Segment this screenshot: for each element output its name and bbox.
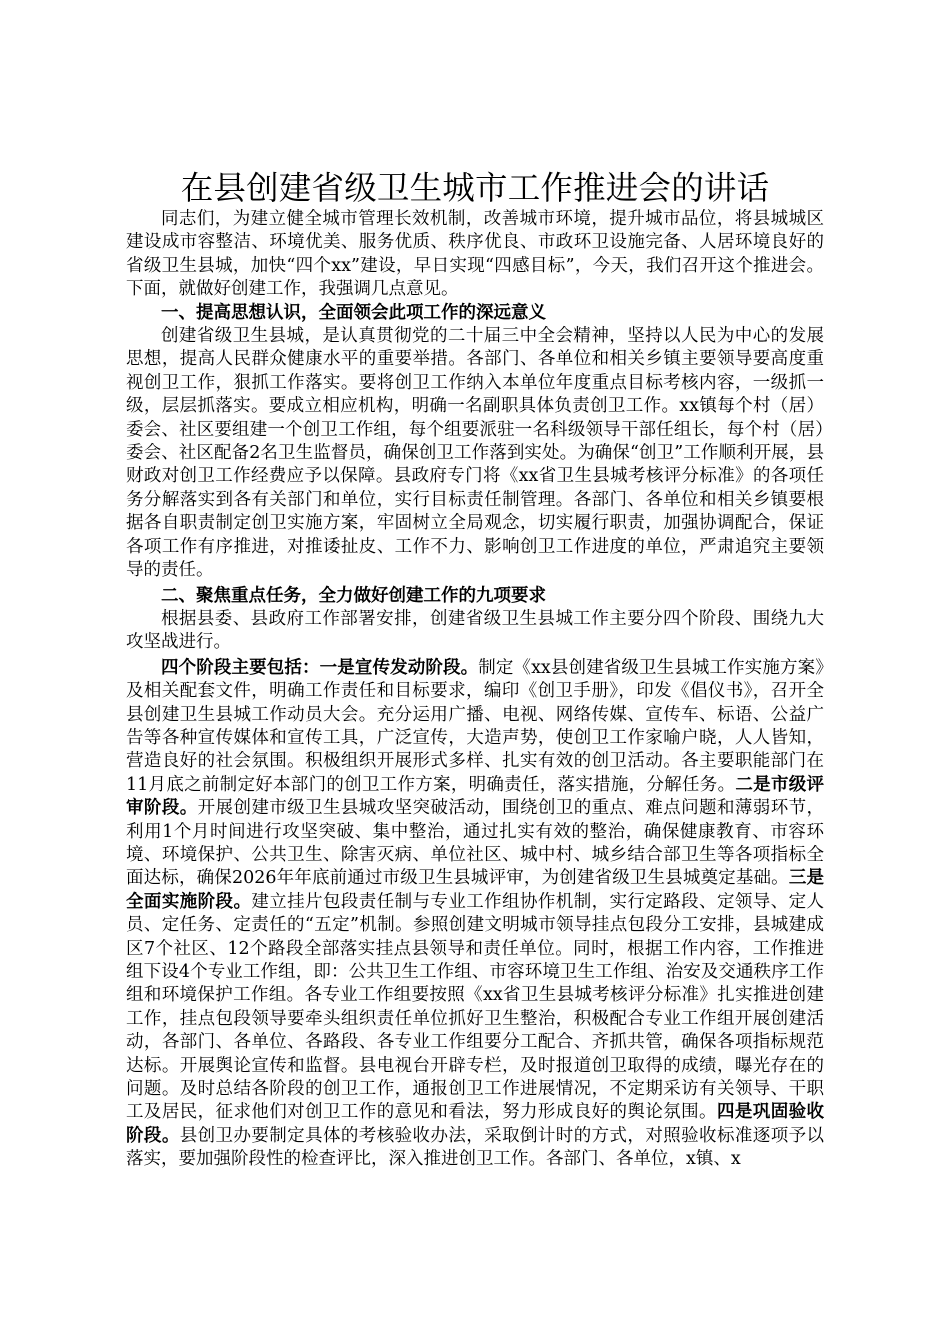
stage3-label: 三是全面实施阶段。 (126, 868, 824, 912)
section2-heading: 二、聚焦重点任务，全力做好创建工作的九项要求 (161, 585, 546, 606)
stages-lead: 四个阶段主要包括：一是宣传发动阶段。 (161, 657, 479, 678)
intro-paragraph: 同志们，为建立健全城市管理长效机制，改善城市环境，提升城市品位，将县城城区建设成市容整洁、环境优美、服务优质、秩序优良、市政环卫设施完备、人居环境良好的省级卫生县城，加快“四个xx”建设，早日实现“四感目标”，今天，我们召开这个推进会。下面，就做好创建工作，我强调几点意见。 (126, 209, 824, 300)
stages-paragraph (126, 657, 824, 1172)
stage2-text: 开展创建市级卫生县城攻坚突破活动，围绕创卫的重点、难点问题和薄弱环节，利用1个月时间进行攻坚突破、集中整治，通过扎实有效的整治，确保健康教育、市容环境、环境保护、公共卫生、除害灭病、单位社区、城中村、城乡结合部卫生等各项指标全面达标，确保2026年年底前通过市级卫生县城评审，为创建省级卫生县城奠定基础。 (126, 798, 825, 889)
stage2-label: 二是市级评审阶段。 (126, 774, 825, 819)
section2-body: 根据县委、县政府工作部署安排，创建省级卫生县城工作主要分四个阶段、围绕九大攻坚战进行。 (126, 608, 824, 653)
stage3-text: 建立挂片包段责任制与专业工作组协作机制，实行定路段、定领导、定人员、定任务、定责任的“五定”机制。参照创建文明城市领导挂点包段分工安排，县城建成区7个社区、12个路段全部落实挂点县领导和责任单位。同时，根据工作内容，工作推进组下设4个专业工作组，即：公共卫生工作组、市容环境卫生工作组、治安及交通秩序工作组和环境保护工作组。各专业工作组要按照《xx省卫生县城考核评分标准》扎实推进创建工作，挂点包段领导要牵头组织责任单位抓好卫生整治，积极配合专业工作组开展创建活动，各部门、各单位、各路段、各专业工作组要分工配合、齐抓共管，确保各项指标规范达标。开展舆论宣传和监督。县电视台开辟专栏，及时报道创卫取得的成绩，曝光存在的问题。及时总结各阶段的创卫工作，通报创卫工作进展情况，不定期采访有关领导、干职工及居民，征求他们对创卫工作的意见和看法，努力形成良好的舆论氛围。 (126, 891, 825, 1123)
document-page (126, 168, 824, 1172)
stage4-text: 县创卫办要制定具体的考核验收办法，采取倒计时的方式，对照验收标准逐项予以落实，要加强阶段性的检查评比，深入推进创卫工作。各部门、各单位，x镇、x (126, 1125, 825, 1170)
stage1-text: 制定《xx县创建省级卫生县城工作实施方案》及相关配套文件，明确工作责任和目标要求，编印《创卫手册》，印发《倡仪书》，召开全县创建卫生县城工作动员大会。充分运用广播、电视、网络传媒、宣传车、标语、公益广告等各种宣传媒体和宣传工具，广泛宣传，大造声势，使创卫工作家喻户晓，人人皆知，营造良好的社会氛围。积极组织开展形式多样、扎实有效的创卫活动。各主要职能部门在11月底之前制定好本部门的创卫工作方案，明确责任，落实措施，分解任务。 (126, 657, 825, 795)
section1-heading: 一、提高思想认识，全面领会此项工作的深远意义 (161, 302, 546, 323)
stage4-label: 四是巩固验收阶段。 (126, 1102, 825, 1146)
document-title: 在县创建省级卫生城市工作推进会的讲话 (180, 169, 770, 207)
section1-body: 创建省级卫生县城，是认真贯彻党的二十届三中全会精神，坚持以人民为中心的发展思想，提高人民群众健康水平的重要举措。各部门、各单位和相关乡镇主要领导要高度重视创卫工作，狠抓工作落实。要将创卫工作纳入本单位年度重点目标考核内容，一级抓一级，层层抓落实。要成立相应机构，明确一名副职具体负责创卫工作。xx镇每个村（居）委会、社区要组建一个创卫工作组，每个组要派驻一名科级领导干部任组长，每个村（居）委会、社区配备2名卫生监督员，确保创卫工作落到实处。为确保“创卫”工作顺利开展，县财政对创卫工作经费应予以保障。县政府专门将《xx省卫生县城考核评分标准》的各项任务分解落实到各有关部门和单位，实行目标责任制管理。各部门、各单位和相关乡镇要根据各自职责制定创卫实施方案，牢固树立全局观念，切实履行职责，加强协调配合，保证各项工作有序推进，对推诿扯皮、工作不力、影响创卫工作进度的单位，严肃追究主要领导的责任。 (126, 326, 824, 581)
